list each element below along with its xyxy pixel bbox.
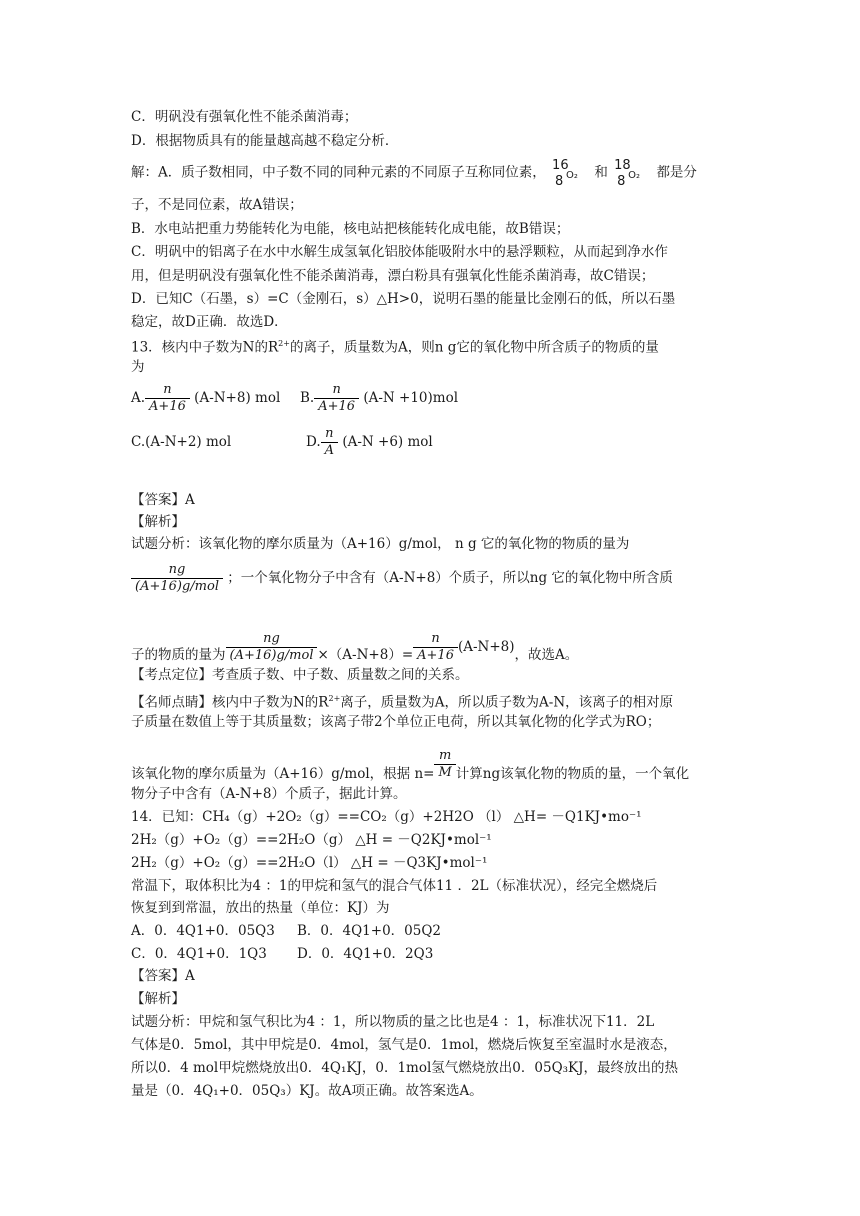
text-segment: 计算ng该氧化物的物质的量，一个氧化 [455, 766, 690, 782]
answer-13: 【答案】A [131, 492, 195, 508]
text-line: 恢复到到常温，放出的热量（单位：KJ）为 [131, 900, 390, 916]
text-line: 2H₂（g）+O₂（g）==2H₂O（l） △H = －Q3KJ•mol⁻¹ [131, 855, 488, 871]
isotope-o18 [612, 158, 652, 188]
analysis-heading: 【解析】 [131, 991, 185, 1007]
mass-number: 18 [614, 158, 631, 173]
option-text: (A-N+8) mol [194, 390, 281, 406]
option-d [306, 426, 433, 459]
numerator: n [321, 426, 338, 443]
option-label: A. [131, 390, 146, 406]
text-line [131, 562, 673, 595]
text-segment: 【名师点睛】核内中子数为N的R [131, 694, 329, 711]
numerator: n [314, 382, 359, 399]
fraction [321, 426, 338, 459]
text-segment: 和 [594, 164, 608, 181]
text-line: 量是（0．4Q₁+0．05Q₃）KJ。故A项正确。故答案选A。 [131, 1083, 483, 1099]
charge: 2+ [328, 694, 341, 703]
text-line: 试题分析：甲烷和氢气积比为4 ：1，所以物质的量之比也是4 ：1，标准状况下11．2L [131, 1014, 655, 1030]
symbol: O₂ [628, 170, 641, 181]
numerator: n [413, 631, 458, 648]
denominator: A+16 [318, 399, 356, 414]
text-line: 用，但是明矾没有强氧化性不能杀菌消毒，漂白粉具有强氧化性能杀菌消毒，故C错误； [131, 268, 655, 284]
text-line: 稳定，故D正确．故选D． [131, 314, 288, 330]
option-c: C.(A-N+2) mol [131, 434, 232, 450]
question-13 [131, 334, 659, 358]
text-line: 所以0．4 mol甲烷燃烧放出0．4Q₁KJ，0．1mol氢气燃烧放出0．05Q₃KJ，最终放出的热 [131, 1060, 679, 1076]
mass-number: 16 [552, 158, 569, 173]
fraction [226, 631, 318, 664]
denominator: A+16 [417, 648, 454, 663]
text-line: 为 [131, 359, 145, 375]
denominator: A [324, 443, 335, 458]
numerator: ng [226, 631, 318, 648]
text-segment: 该氧化物的摩尔质量为（A+16）g/mol，根据 n= [131, 766, 435, 782]
text-line: 2H₂（g）+O₂（g）==2H₂O（g） △H = －Q2KJ•mol⁻¹ [131, 832, 492, 848]
symbol: O₂ [566, 170, 578, 181]
option-d: D．0．4Q1+0．2Q3 [297, 946, 434, 962]
isotope-o16 [550, 158, 590, 188]
option-c: C．0．4Q1+0．1Q3 [131, 946, 267, 962]
text-line [131, 689, 673, 713]
analysis-heading: 【解析】 [131, 514, 185, 530]
text-line: C．明矾中的铝离子在水中水解生成氢氧化铝胶体能吸附水中的悬浮颗粒，从而起到净水作 [131, 244, 668, 260]
text-line: 常温下，取体积比为4 ：1的甲烷和氢气的混合气体11 ．2L（标准状况），经完全燃烧后 [131, 878, 658, 894]
option-b: B．0．4Q1+0．05Q2 [297, 923, 441, 939]
option-label: D. [306, 434, 321, 450]
text-line: 试题分析：该氧化物的摩尔质量为（A+16）g/mol， n g 它的氧化物的物质的量为 [131, 536, 630, 552]
text-segment: 解：A．质子数相同，中子数不同的同种元素的不同原子互称同位素， [131, 164, 546, 181]
text-line: 物分子中含有（A-N+8）个质子，据此计算。 [131, 786, 407, 802]
answer-14: 【答案】A [131, 968, 195, 984]
key-point: 【考点定位】考查质子数、中子数、质量数之间的关系。 [131, 667, 469, 683]
text-segment: ；一个氧化物分子中含有（A-N+8）个质子，所以ng 它的氧化物中所含质 [227, 570, 673, 586]
atomic-number: 8 [555, 174, 564, 189]
text-line: C．明矾没有强氧化性不能杀菌消毒； [131, 109, 358, 125]
text-segment: (A-N+8) [457, 639, 515, 655]
option-b [300, 382, 458, 415]
option-label: B. [300, 390, 315, 406]
option-text: (A-N +6) mol [342, 434, 433, 450]
text-segment: 的离子，质量数为A，则n g它的氧化物中所含质子的物质的量 [289, 339, 659, 356]
text-line: D．已知C（石墨，s）=C（金刚石，s）△H>0，说明石墨的能量比金刚石的低，所以石墨 [131, 291, 676, 307]
text-segment: ，故选A。 [514, 647, 579, 663]
numerator: m [434, 748, 455, 765]
denominator: M [438, 765, 452, 780]
text-segment: 子的物质的量为 [131, 647, 226, 663]
text-segment: ×（A-N+8）= [317, 647, 414, 663]
fraction [145, 382, 190, 415]
fraction [131, 562, 223, 595]
text-line: D．根据物质具有的能量越高越不稳定分析． [131, 133, 399, 149]
denominator: (A+16)g/mol [135, 579, 219, 594]
option-text: (A-N +10)mol [363, 390, 459, 406]
option-a: A．0．4Q1+0．05Q3 [131, 923, 275, 939]
fraction [434, 748, 455, 781]
text-segment: 13．核内中子数为N的R [131, 339, 279, 356]
denominator: A+16 [149, 399, 186, 414]
fraction [413, 631, 458, 664]
option-a [131, 382, 280, 415]
numerator: ng [131, 562, 223, 579]
text-line: B．水电站把重力势能转化为电能，核电站把核能转化成电能，故B错误； [131, 221, 570, 237]
denominator: (A+16)g/mol [229, 648, 314, 663]
text-line [131, 158, 697, 188]
fraction [314, 382, 359, 415]
atomic-number: 8 [617, 174, 626, 189]
text-segment: 离子，质量数为A，所以质子数为A-N，该离子的相对原 [340, 694, 674, 711]
question-14: 14．已知：CH₄（g）+2O₂（g）==CO₂（g）+2H2O （l） △H= －Q1KJ•mo⁻¹ [131, 809, 642, 825]
text-line: 气体是0．5mol，其中甲烷是0．4mol，氢气是0．1mol，燃烧后恢复至室温时水是液态， [131, 1037, 677, 1053]
text-line: 子质量在数值上等于其质量数；该离子带2个单位正电荷，所以其氧化物的化学式为RO； [131, 714, 661, 730]
text-segment: 都是分 [656, 164, 697, 181]
numerator: n [145, 382, 190, 399]
text-line: 子，不是同位素，故A错误； [131, 197, 303, 213]
charge: 2+ [278, 339, 290, 348]
